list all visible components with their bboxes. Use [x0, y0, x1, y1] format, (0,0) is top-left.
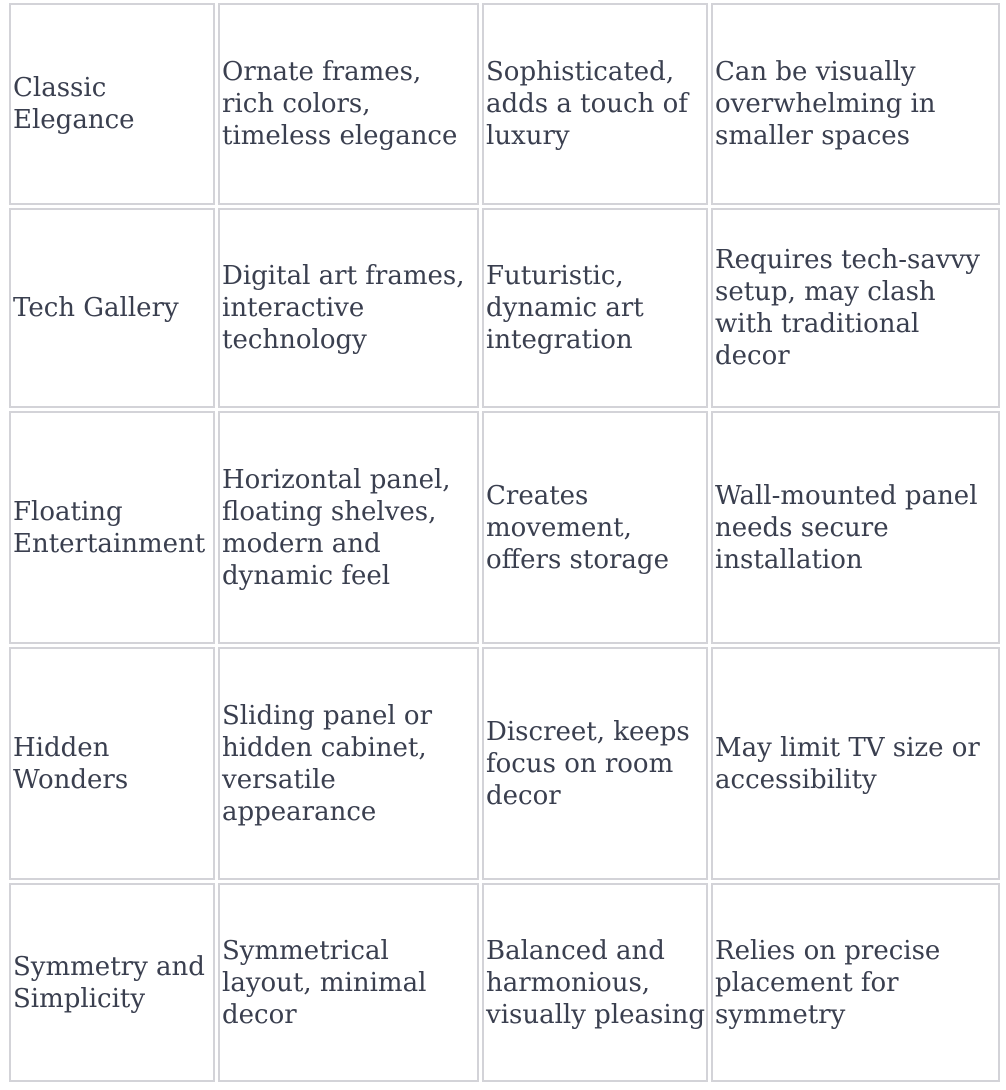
cons-cell: [711, 3, 1000, 205]
cons-text: Wall-mounted panel needs secure installation: [715, 480, 978, 575]
pros-text: Sophisticated, adds a touch of luxury: [486, 57, 688, 151]
pros-text: Creates movement, offers storage: [486, 480, 669, 575]
features-cell: [218, 3, 479, 205]
cons-text: Requires tech-savvy setup, may clash with traditional decor: [715, 245, 980, 371]
cons-cell: [711, 411, 1000, 644]
pros-cell: [482, 3, 708, 205]
table-row: [9, 3, 1000, 205]
cons-cell: [711, 647, 1000, 880]
pros-text: Discreet, keeps focus on room decor: [486, 716, 690, 811]
cons-text: Relies on precise placement for symmetry: [715, 935, 941, 1030]
features-text: Sliding panel or hidden cabinet, versatile appearance: [222, 700, 432, 827]
features-text: Horizontal panel, floating shelves, modern and dynamic feel: [222, 464, 451, 591]
style-name: Symmetry and Simplicity: [13, 951, 205, 1014]
features-cell: [218, 208, 479, 408]
style-name-cell: [9, 3, 215, 205]
pros-cell: [482, 647, 708, 880]
pros-cell: [482, 411, 708, 644]
features-cell: [218, 883, 479, 1082]
features-text: Ornate frames, rich colors, timeless elegance: [222, 57, 458, 151]
table-row: [9, 411, 1000, 644]
style-name: Tech Gallery: [13, 293, 179, 323]
table-row: [9, 208, 1000, 408]
cons-cell: [711, 883, 1000, 1082]
cons-text: May limit TV size or accessibility: [715, 732, 980, 795]
style-name-cell: [9, 647, 215, 880]
features-text: Symmetrical layout, minimal decor: [222, 935, 427, 1030]
pros-text: Balanced and harmonious, visually pleasing: [486, 935, 706, 1030]
style-name: Classic Elegance: [13, 73, 135, 135]
pros-text: Futuristic, dynamic art integration: [486, 261, 644, 355]
features-cell: [218, 411, 479, 644]
style-name-cell: [9, 208, 215, 408]
style-name-cell: [9, 411, 215, 644]
table-row: [9, 647, 1000, 880]
style-name: Hidden Wonders: [13, 732, 129, 795]
table-row: [9, 883, 1000, 1082]
features-text: Digital art frames, interactive technology: [222, 261, 465, 355]
style-name-cell: [9, 883, 215, 1082]
cons-text: Can be visually overwhelming in smaller spaces: [715, 57, 936, 151]
comparison-table-container: [6, 0, 1003, 1085]
features-cell: [218, 647, 479, 880]
comparison-table: [6, 0, 1003, 1085]
pros-cell: [482, 208, 708, 408]
cons-cell: [711, 208, 1000, 408]
style-name: Floating Entertainment: [13, 496, 206, 559]
pros-cell: [482, 883, 708, 1082]
